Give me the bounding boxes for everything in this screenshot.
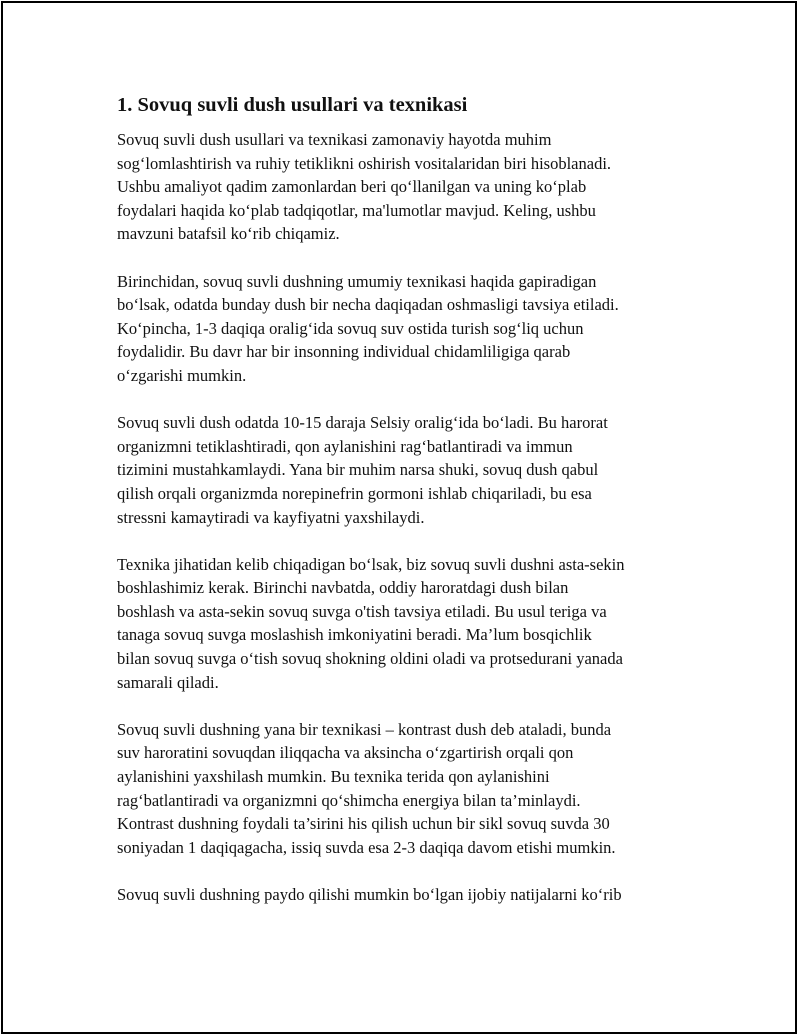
text-line: o‘zgarishi mumkin. xyxy=(117,365,247,385)
text-line: Sovuq suvli dush usullari va texnikasi zamonaviy hayotda muhim xyxy=(117,130,552,149)
text-line: boshlash va asta-sekin sovuq suvga o'tish tavsiya etiladi. Bu usul teriga va xyxy=(117,601,607,621)
text-line: Sovuq suvli dushning yana bir texnikasi – kontrast dush deb ataladi, bunda xyxy=(117,719,612,739)
paragraph-2 xyxy=(117,270,697,388)
text-line: boshlashimiz kerak. Birinchi navbatda, oddiy haroratdagi dush bilan xyxy=(117,578,569,598)
text-line: Ko‘pincha, 1-3 daqiqa oralig‘ida sovuq suv ostida turish sog‘liq uchun xyxy=(117,318,584,338)
text-line: Kontrast dushning foydali ta’sirini his qilish uchun bir sikl sovuq suvda 30 xyxy=(117,814,610,834)
text-line: tizimini mustahkamlaydi. Yana bir muhim narsa shuki, sovuq dush qabul xyxy=(117,460,599,480)
paragraph-4 xyxy=(117,553,697,695)
text-line: mavzuni batafsil ko‘rib chiqamiz. xyxy=(117,224,340,244)
text-line: tanaga sovuq suvga moslashish imkoniyatini beradi. Ma’lum bosqichlik xyxy=(117,625,592,645)
text-line: Birinchidan, sovuq suvli dushning umumiy texnikasi haqida gapiradigan xyxy=(117,271,597,291)
document-body xyxy=(117,92,697,930)
text-line: aylanishini yaxshilash mumkin. Bu texnika terida qon aylanishini xyxy=(117,767,550,787)
text-line: suv haroratini sovuqdan iliqqacha va aksincha o‘zgartirish orqali qon xyxy=(117,743,574,763)
text-line: bo‘lsak, odatda bunday dush bir necha daqiqadan oshmasligi tavsiya etiladi. xyxy=(117,295,619,315)
text-line: foydalidir. Bu davr har bir insonning individual chidamliligiga qarab xyxy=(117,342,571,362)
text-line: Texnika jihatidan kelib chiqadigan bo‘lsak, biz sovuq suvli dushni asta-sekin xyxy=(117,554,625,574)
text-line: Sovuq suvli dush odatda 10-15 daraja Selsiy oralig‘ida bo‘ladi. Bu harorat xyxy=(117,413,608,433)
text-line: bilan sovuq suvga o‘tish sovuq shokning oldini oladi va protsedurani yanada xyxy=(117,649,623,669)
text-line: sog‘lomlashtirish va ruhiy tetiklikni oshirish vositalaridan biri hisoblanadi. xyxy=(117,153,612,173)
text-line: soniyadan 1 daqiqagacha, issiq suvda esa 2-3 daqiqa davom etishi mumkin. xyxy=(117,837,616,857)
text-line: rag‘batlantiradi va organizmni qo‘shimcha energiya bilan ta’minlaydi. xyxy=(117,790,581,810)
text-line: foydalari haqida ko‘plab tadqiqotlar, ma'lumotlar mavjud. Keling, ushbu xyxy=(117,200,596,220)
paragraph-1 xyxy=(117,128,697,246)
section-heading: 1. Sovuq suvli dush usullari va texnikasi xyxy=(117,94,468,116)
paragraph-3 xyxy=(117,411,697,529)
text-line: stressni kamaytiradi va kayfiyatni yaxshilaydi. xyxy=(117,507,425,527)
text-line: qilish orqali organizmda norepinefrin gormoni ishlab chiqariladi, bu esa xyxy=(117,483,592,503)
paragraph-5 xyxy=(117,718,697,860)
paragraph-6 xyxy=(117,883,697,907)
text-line: Ushbu amaliyot qadim zamonlardan beri qo‘llanilgan va uning ko‘plab xyxy=(117,177,587,197)
text-line: Sovuq suvli dushning paydo qilishi mumkin bo‘lgan ijobiy natijalarni ko‘rib xyxy=(117,885,622,904)
text-line: samarali qiladi. xyxy=(117,672,219,692)
text-line: organizmni tetiklashtiradi, qon aylanishini rag‘batlantiradi va immun xyxy=(117,436,573,456)
